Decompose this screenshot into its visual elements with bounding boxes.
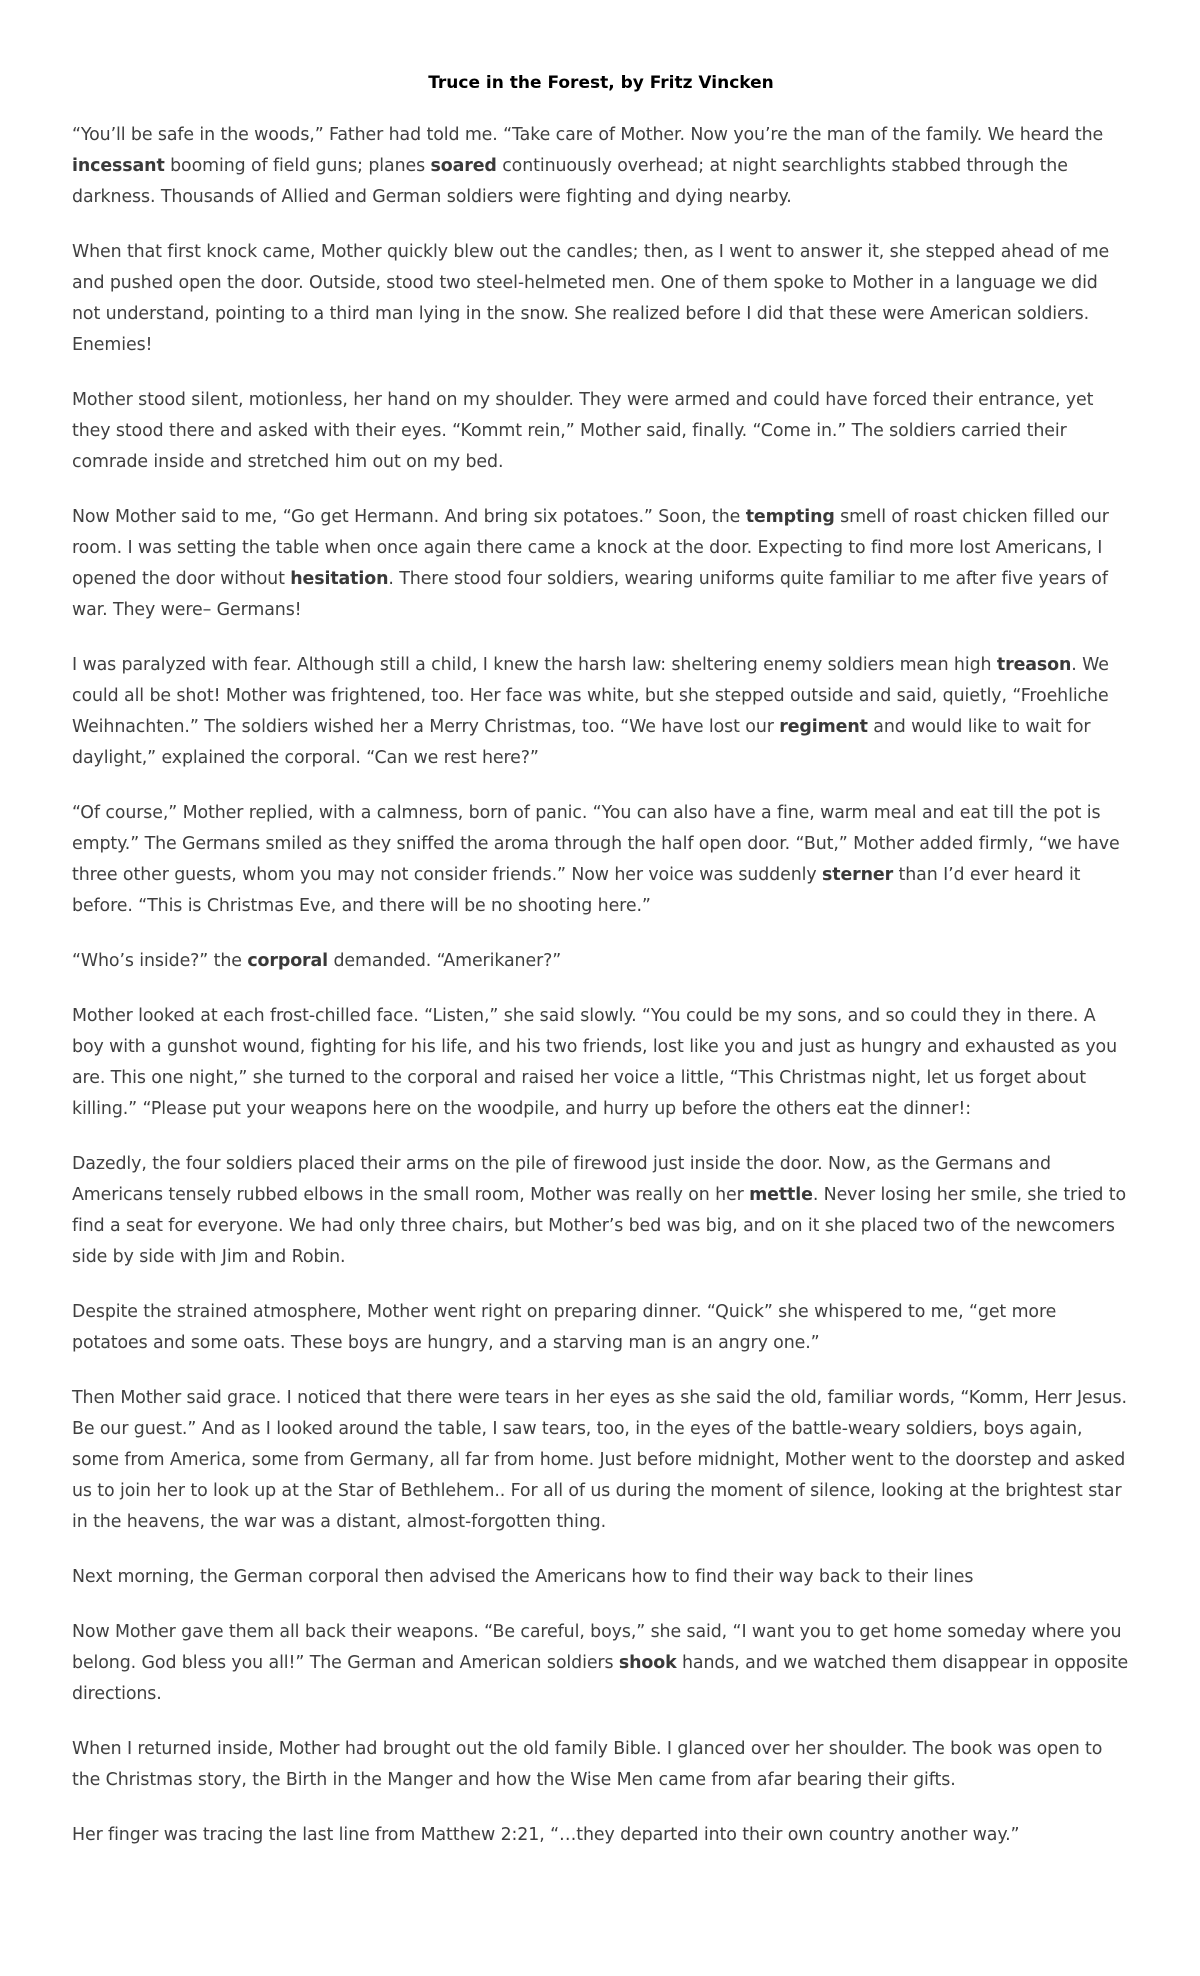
paragraph: Mother looked at each frost-chilled face. “Listen,” she said slowly. “You could be my sons, and so could they in there. A boy with a gunshot wound, fighting for his life, and his two friends, lost like you and just as hungry and exhausted as you are. This one night,” she turned to the corporal and raised her voice a little, “This Christmas night, let us forget about killing.” “Please put your weapons here on the woodpile, and hurry up before the others eat the dinner!: (72, 1006, 1118, 1119)
paragraph: I was paralyzed with fear. Although still a child, I knew the harsh law: sheltering enemy soldiers mean high treason. We could all be shot! Mother was frightened, too. Her face was white, but she stepped outside and said, quietly, “Froehliche Weihnachten.” The soldiers wished her a Merry Christmas, too. “We have lost our regiment and would like to wait for daylight,” explained the corporal. “Can we rest here?” (72, 655, 1109, 768)
vocab-word: incessant (72, 156, 165, 176)
paragraph: Next morning, the German corporal then advised the Americans how to find their way back to their lines (72, 1567, 974, 1587)
vocab-word: sterner (822, 865, 894, 885)
vocab-word: soared (430, 156, 497, 176)
paragraph: When I returned inside, Mother had brought out the old family Bible. I glanced over her shoulder. The book was open to the Christmas story, the Birth in the Manger and how the Wise Men came from afar bearing their gifts. (72, 1739, 1103, 1790)
paragraph: When that first knock came, Mother quickly blew out the candles; then, as I went to answer it, she stepped ahead of me and pushed open the door. Outside, stood two steel-helmeted men. One of them spoke to Mother in a language we did not understand, pointing to a third man lying in the snow. She realized before I did that these were American soldiers. Enemies! (72, 242, 1110, 355)
paragraph: Now Mother gave them all back their weapons. “Be careful, boys,” she said, “I want you to get home someday where you belong. God bless you all!” The German and American soldiers shook hands, and we watched them disappear in opposite directions. (72, 1622, 1129, 1704)
vocab-word: hesitation (290, 569, 389, 589)
document-title: Truce in the Forest, by Fritz Vincken (428, 73, 774, 93)
vocab-word: tempting (745, 507, 835, 527)
vocab-word: treason (996, 655, 1072, 675)
document-body (72, 120, 1130, 1851)
paragraph: Her finger was tracing the last line from Matthew 2:21, “…they departed into their own country another way.” (72, 1825, 1020, 1845)
paragraph: Despite the strained atmosphere, Mother went right on preparing dinner. “Quick” she whispered to me, “get more potatoes and some oats. These boys are hungry, and a starving man is an angry one.” (72, 1302, 1057, 1353)
paragraph: “You’ll be safe in the woods,” Father had told me. “Take care of Mother. Now you’re the man of the family. We heard the incessant booming of field guns; planes soared continuously overhead; at night searchlights stabbed through the darkness. Thousands of Allied and German soldiers were fighting and dying nearby. (72, 125, 1104, 207)
paragraph: “Who’s inside?” the corporal demanded. “Amerikaner?” (72, 951, 562, 971)
paragraph: Now Mother said to me, “Go get Hermann. And bring six potatoes.” Soon, the tempting smell of roast chicken filled our room. I was setting the table when once again there came a knock at the door. Expecting to find more lost Americans, I opened the door without hesitation. There stood four soldiers, wearing uniforms quite familiar to me after five years of war. They were– Germans! (72, 507, 1109, 620)
vocab-word: shook (618, 1653, 677, 1673)
vocab-word: regiment (779, 717, 868, 737)
paragraph: Then Mother said grace. I noticed that there were tears in her eyes as she said the old, familiar words, “Komm, Herr Jesus. Be our guest.” And as I looked around the table, I saw tears, too, in the eyes of the battle-weary soldiers, boys again, some from America, some from Germany, all far from home. Just before midnight, Mother went to the doorstep and asked us to join her to look up at the Star of Bethlehem.. For all of us during the moment of silence, looking at the brightest star in the heavens, the war was a distant, almost-forgotten thing. (72, 1388, 1127, 1532)
paragraph: Dazedly, the four soldiers placed their arms on the pile of firewood just inside the door. Now, as the Germans and Americans tensely rubbed elbows in the small room, Mother was really on her mettle. Never losing her smile, she tried to find a seat for everyone. We had only three chairs, but Mother’s bed was big, and on it she placed two of the newcomers side by side with Jim and Robin. (72, 1154, 1127, 1267)
paragraph: Mother stood silent, motionless, her hand on my shoulder. They were armed and could have forced their entrance, yet they stood there and asked with their eyes. “Kommt rein,” Mother said, finally. “Come in.” The soldiers carried their comrade inside and stretched him out on my bed. (72, 390, 1094, 472)
vocab-word: corporal (247, 951, 329, 971)
paragraph: “Of course,” Mother replied, with a calmness, born of panic. “You can also have a fine, warm meal and eat till the pot is empty.” The Germans smiled as they sniffed the aroma through the half open door. “But,” Mother added firmly, “we have three other guests, whom you may not consider friends.” Now her voice was suddenly sterner than I’d ever heard it before. “This is Christmas Eve, and there will be no shooting here.” (72, 803, 1120, 916)
vocab-word: mettle (749, 1185, 813, 1205)
